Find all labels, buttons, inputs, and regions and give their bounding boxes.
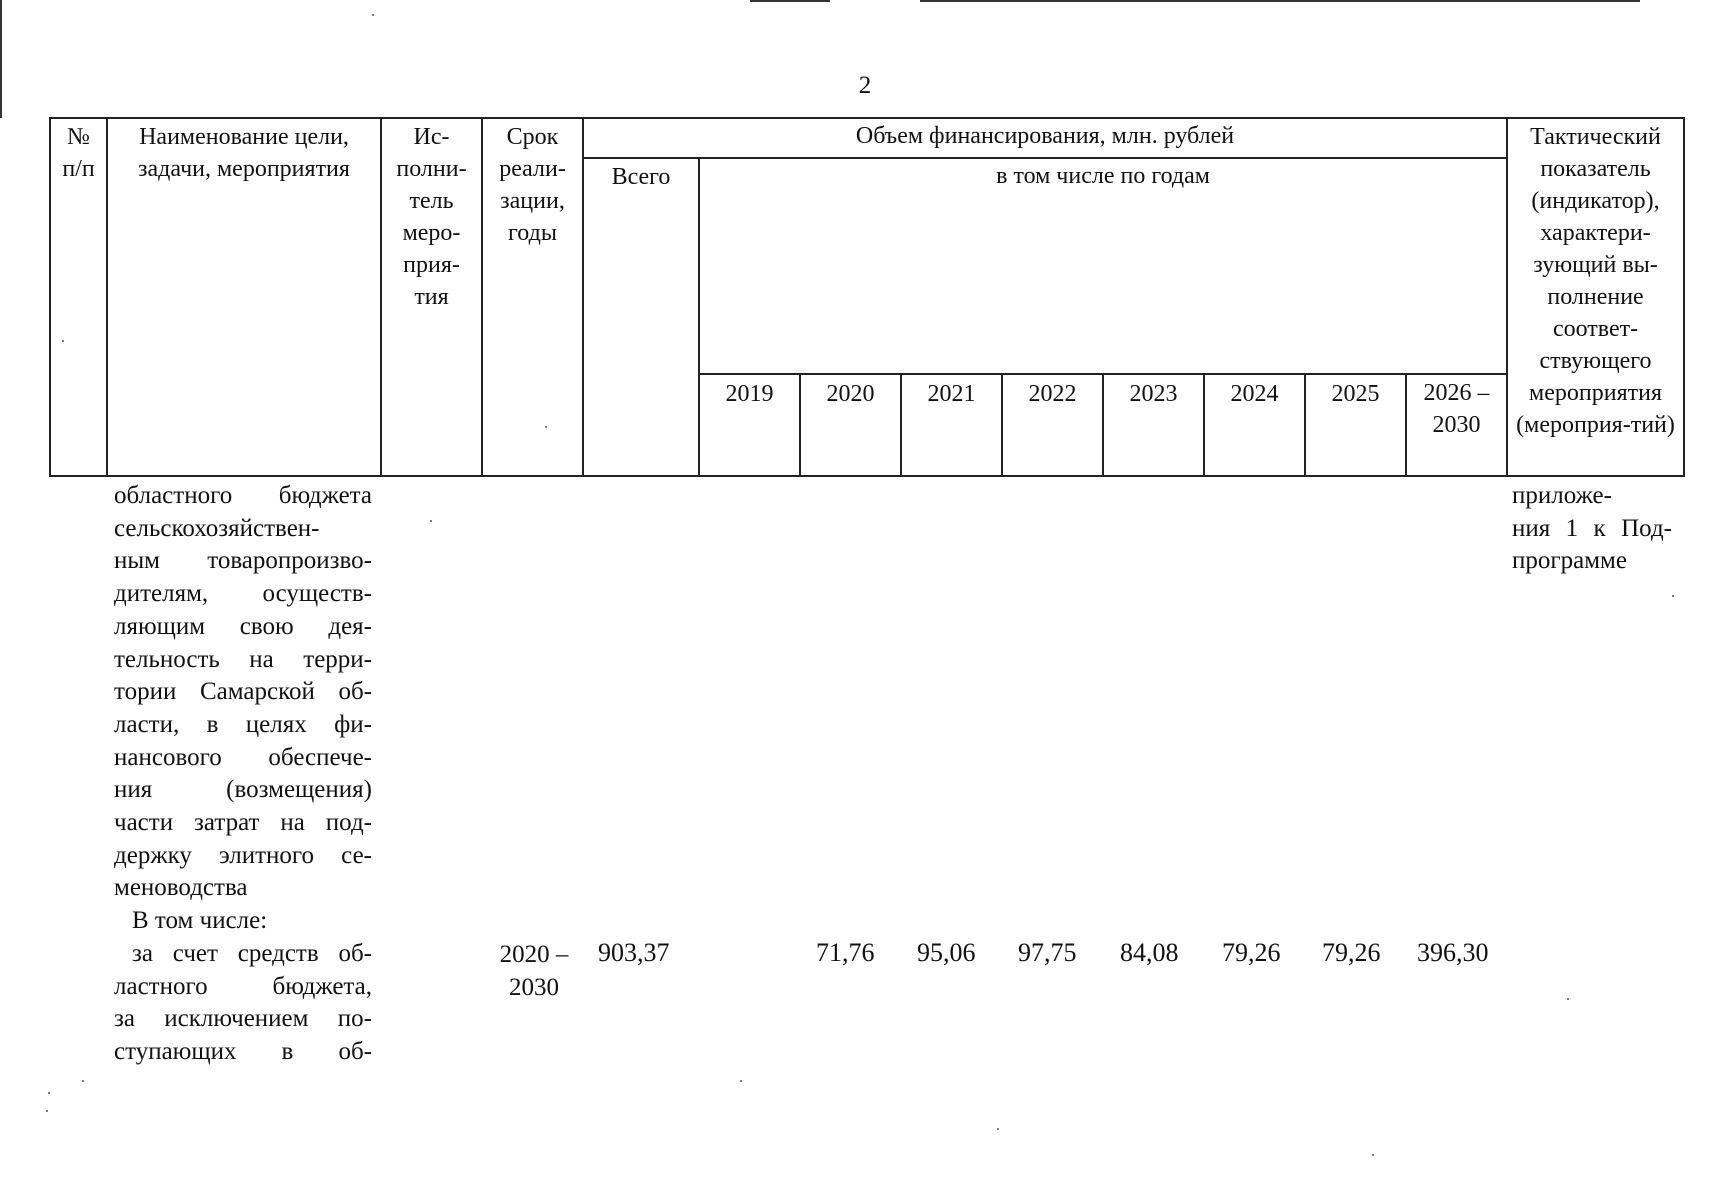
text-line: за исключением по-: [114, 1005, 372, 1033]
scan-speck: [1672, 595, 1674, 597]
row-description-continuation: [114, 480, 372, 905]
scan-speck: [997, 1128, 999, 1130]
text-line: ния (возмещения): [114, 776, 372, 804]
text-line: ния 1 к Под-: [1512, 514, 1672, 542]
sub-row-period: 2020 – 2030: [499, 941, 569, 1001]
text-line: дителям, осуществ-: [114, 580, 372, 608]
text-line: за счет средств об-: [132, 940, 372, 967]
scan-speck: [48, 1092, 50, 1094]
header-year-2020: 2020: [800, 374, 901, 476]
scan-speck: [740, 1080, 742, 1082]
scan-speck: [62, 340, 64, 342]
row-indicator-continuation: [1512, 480, 1672, 578]
sub-row-value-2023: 84,08: [1120, 938, 1179, 967]
sub-row-value-2025: 79,26: [1322, 938, 1381, 967]
text-line: ластного бюджета,: [114, 972, 372, 1000]
header-financing-title: Объем финансирования, млн. рублей: [583, 118, 1507, 158]
text-line: приложе-: [1512, 482, 1612, 509]
header-name: Наименование цели, задачи, мероприятия: [107, 118, 381, 476]
scan-speck: [1567, 998, 1569, 1000]
header-total: Всего: [583, 158, 699, 476]
scan-speck: [372, 14, 374, 16]
sub-row-value-2024: 79,26: [1222, 938, 1281, 967]
header-indicator: Тактический показатель (индикатор), характери-зующий вы-полнение соответ-ствующего мероприятия (мероприя-тий): [1507, 118, 1684, 476]
header-executor: Ис-полни-тель меро-прия-тия: [381, 118, 482, 476]
text-line: меноводства: [114, 874, 248, 902]
text-line: ным товаропроизво-: [114, 547, 372, 575]
sub-row-value-2020: 71,76: [816, 938, 875, 967]
including-label: В том числе:: [132, 907, 268, 934]
scan-speck: [545, 426, 547, 428]
financing-table-header: [49, 117, 1685, 477]
header-year-2022: 2022: [1002, 374, 1103, 476]
header-year-2025: 2025: [1305, 374, 1406, 476]
page-number: 2: [858, 72, 872, 99]
text-line: ляющим свою дея-: [114, 612, 372, 640]
header-term: Срок реали-зации, годы: [482, 118, 583, 476]
scan-edge-line: [0, 0, 2, 118]
scan-speck: [430, 520, 432, 522]
text-line: нансового обеспече-: [114, 743, 372, 771]
text-line: программе: [1512, 547, 1627, 575]
scan-speck: [46, 1110, 48, 1112]
header-year-2024: 2024: [1204, 374, 1305, 476]
header-year-2021: 2021: [901, 374, 1002, 476]
sub-row-value-2026-2030: 396,30: [1417, 938, 1489, 967]
scan-speck: [82, 1080, 84, 1082]
sub-row-value-2021: 95,06: [917, 938, 976, 967]
scan-edge-line: [750, 0, 830, 2]
header-year-2023: 2023: [1103, 374, 1204, 476]
text-line: тельность на терри-: [114, 645, 372, 673]
text-line: ступающих в об-: [114, 1038, 372, 1066]
header-by-years: в том числе по годам: [699, 158, 1507, 374]
text-line: держку элитного се-: [114, 841, 372, 869]
text-line: областного бюджета: [114, 482, 372, 509]
sub-row-description: [114, 938, 372, 1069]
sub-row-value-2022: 97,75: [1018, 938, 1077, 967]
scan-speck: [1372, 1154, 1374, 1156]
text-line: ласти, в целях фи-: [114, 710, 372, 738]
text-line: тории Самарской об-: [114, 678, 372, 706]
text-line: сельскохозяйствен-: [114, 514, 320, 542]
header-no: № п/п: [50, 118, 107, 476]
text-line: части затрат на под-: [114, 809, 372, 837]
header-year-2026-2030: 2026 – 2030: [1406, 374, 1507, 476]
header-year-2019: 2019: [699, 374, 800, 476]
sub-row-total: 903,37: [598, 938, 670, 967]
scan-edge-line: [920, 0, 1640, 2]
